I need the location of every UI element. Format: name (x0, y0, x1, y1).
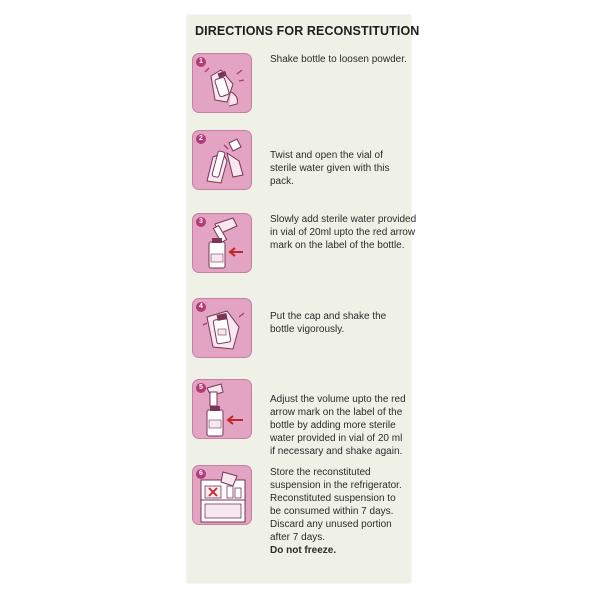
step-line: bottle by adding more sterile (270, 420, 396, 431)
step-line: arrow mark on the label of the (270, 407, 403, 418)
step-line: Put the cap and shake the (270, 311, 387, 322)
step-number: 6 (196, 469, 206, 479)
step-line: after 7 days. (270, 532, 326, 543)
step-line: water provided in vial of 20 ml (270, 433, 403, 444)
step-line: Twist and open the vial of (270, 150, 383, 161)
step-text (270, 310, 410, 336)
step-line: sterile water given with this (270, 163, 390, 174)
step-line: Slowly add sterile water provided (270, 214, 417, 225)
step-line: Shake bottle to loosen powder. (270, 54, 407, 65)
step-line: be consumed within 7 days. (270, 506, 394, 517)
step-line: in vial of 20ml upto the red arrow (270, 227, 416, 238)
step-line: suspension in the refrigerator. (270, 480, 402, 491)
adjust-volume-icon (192, 379, 252, 439)
step-text (270, 466, 410, 557)
shaking-bottle-icon (192, 53, 252, 113)
directions-panel (187, 15, 420, 583)
step-line: if necessary and shake again. (270, 446, 403, 457)
step-text (270, 149, 410, 188)
step-number: 1 (196, 57, 206, 67)
step-line: bottle vigorously. (270, 324, 345, 335)
capped-bottle-shake-icon (192, 298, 252, 358)
step-line: Discard any unused portion (270, 519, 392, 530)
step-text (270, 213, 417, 252)
do-not-freeze-warning: Do not freeze. (270, 545, 337, 556)
step-number: 5 (196, 383, 206, 393)
opening-vial-icon (192, 130, 252, 190)
step-text (270, 393, 410, 458)
step-number: 4 (196, 302, 206, 312)
pouring-water-icon (192, 213, 252, 273)
step-line: Adjust the volume upto the red (270, 394, 406, 405)
step-line: pack. (270, 176, 294, 187)
step-number: 3 (196, 217, 206, 227)
step-line: Store the reconstituted (270, 467, 371, 478)
refrigerator-icon (192, 465, 252, 525)
step-line: Reconstituted suspension to (270, 493, 396, 504)
step-number: 2 (196, 134, 206, 144)
panel-title: DIRECTIONS FOR RECONSTITUTION (195, 24, 420, 38)
step-text (270, 53, 410, 66)
step-line: mark on the label of the bottle. (270, 240, 405, 251)
